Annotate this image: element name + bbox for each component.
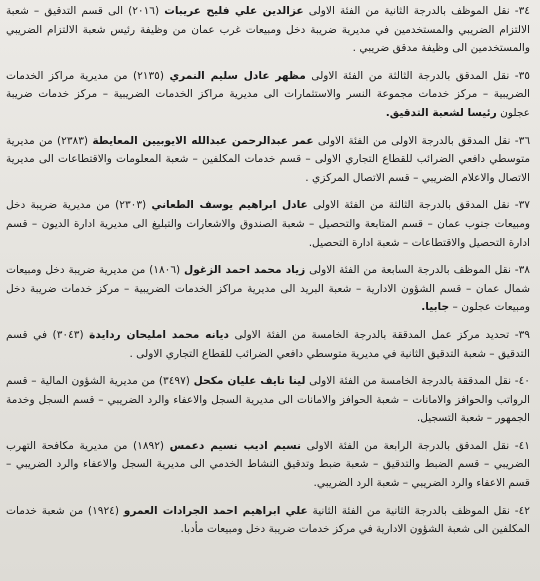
item-text-body: (١٨٠٦) من مديرية ضريبة دخل ومبيعات شمال عمان – قسم الشؤون الادارية – شعبة البريد الى مديرية مراكز الخدمات الضريبية – مركز خدمات ضريبة دخل ومبيعات عجلون – (6, 264, 530, 314)
item-role-bold: جابيا. (421, 301, 450, 314)
item-number: ٣٩- (514, 328, 530, 341)
employee-name: نسيم اديب نسيم دعمس (169, 439, 301, 452)
list-item-37 (6, 196, 530, 252)
item-text-intro: نقل الموظف بالدرجة الثانية من الفئة الاولى (303, 5, 510, 17)
item-role-bold: رئيسا لشعبة التدقيق. (385, 106, 497, 119)
item-text-intro: نقل المدقق بالدرجة الاولى من الفئة الاولى (313, 134, 511, 147)
list-item-40 (6, 372, 530, 428)
item-text-intro: نقل المدققة بالدرجة الخامسة من الفئة الاولى (305, 375, 512, 388)
item-text-intro: نقل المدقق بالدرجة الرابعة من الفئة الاولى (300, 439, 510, 452)
item-text-intro: نقل الموظف بالدرجة السابعة من الفئة الاولى (305, 264, 511, 277)
item-text-intro: نقل المدقق بالدرجة الثالثة من الفئة الاولى (307, 199, 510, 212)
employee-name: عمر عبدالرحمن عبدالله الايوبيين المعايطة (92, 134, 314, 147)
item-text-body: (٢٠١٦) الى قسم التدقيق – شعبة الالتزام الضريبي والمستخدمين في مديرية ضريبة دخل ومبيعات غرب عمان من وظيفة رئيس شعبة الالتزام الضريبي والمستخدمين الى وظيفة مدقق ضريبي . (6, 5, 530, 55)
item-text-body: (٣٤٩٧) من مديرية الشؤون المالية – قسم الرواتب والحوافز والامانات – شعبة الحوافز والامانات الى مديرية السجل والاعفاء والرد الضريبي – قسم السجل وخدمة الجمهور – شعبة التسجيل. (6, 375, 530, 425)
list-item-34 (6, 2, 530, 58)
item-number: ٣٦- (514, 134, 531, 147)
list-item-42 (6, 502, 530, 539)
item-number: ٣٥- (514, 69, 530, 82)
employee-name: مظهر عادل سليم النمري (169, 69, 306, 82)
item-text-intro: نقل المدقق بالدرجة الثالثة من الفئة الاولى (305, 69, 510, 82)
list-item-39 (6, 326, 530, 363)
item-number: ٣٤- (514, 5, 530, 17)
employee-name: لينا نايف عليان مكحل (193, 375, 306, 388)
item-text-body: (١٩٢٤) من شعبة خدمات المكلفين الى شعبة الشؤون الادارية في مركز خدمات ضريبة دخل ومبيعات مأدبا. (6, 504, 530, 536)
item-text-body: (٢٣٨٣) من مديرية متوسطي دافعي الضرائب للقطاع التجاري الاولى – قسم خدمات المكلفين – شعبة المعلومات والاقتطاعات الى مديرية الاتصال والاعلام الضريبي – قسم الاتصال المركزي . (6, 134, 530, 184)
list-item-35 (6, 67, 530, 123)
item-number: ٤٢- (514, 504, 530, 517)
item-number: ٤١- (514, 439, 530, 452)
employee-name: زياد محمد احمد الزغول (184, 264, 306, 277)
list-item-41 (6, 437, 530, 493)
employee-name: عزالدين علي فليح عريبات (164, 5, 304, 17)
list-item-38 (6, 261, 530, 317)
employee-name: ديانه محمد امليحان ردايدة (89, 328, 229, 341)
employee-name: عادل ابراهيم يوسف الطعاني (151, 199, 308, 212)
item-text-body: (١٨٩٢) من مديرية مكافحة التهرب الضريبي – قسم الضبط والتدقيق – شعبة ضبط وتدقيق النشاط الخدمي الى مديرية السجل والاعفاء والرد الضريبي – قسم الاعفاء والرد الضريبي – شعبة الرد الضريبي. (6, 439, 530, 490)
item-text-body: (٣٠٤٣) في قسم التدقيق – شعبة التدقيق الثانية في مديرية متوسطي دافعي الضرائب للقطاع التجاري الاولى . (6, 328, 530, 360)
item-text-body: (٢٣٠٣) من مديرية ضريبة دخل ومبيعات جنوب عمان – قسم المتابعة والتحصيل – شعبة الصندوق والاشعارات والتبليغ الى مديرية ادارة الديون – قسم ادارة التحصيل والاقتطاعات – شعبة ادارة التحصيل. (6, 199, 530, 249)
item-number: ٣٧- (514, 199, 530, 212)
employee-name: علي ابراهيم احمد الجرادات العمرو (123, 504, 308, 517)
item-text-intro: تحديد مركز عمل المدققة بالدرجة الخامسة من الفئة الاولى (228, 328, 510, 341)
item-text-body: (٢١٣٥) من مديرية مراكز الخدمات الضريبية – مركز خدمات مجموعة النسر والاستثمارات الى مديرية مراكز الخدمات الضريبية – مركز خدمات ضريبة عجلون (6, 69, 530, 119)
item-number: ٤٠- (514, 375, 530, 388)
list-item-36 (6, 132, 530, 188)
item-text-intro: نقل الموظف بالدرجة الثانية من الفئة الثانية (307, 504, 510, 517)
item-number: ٣٨- (514, 264, 530, 277)
